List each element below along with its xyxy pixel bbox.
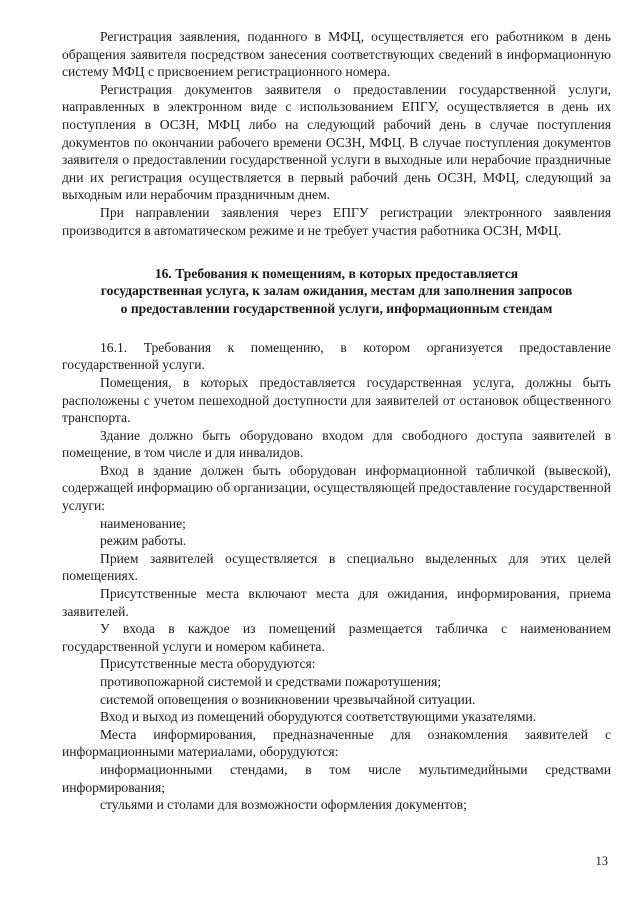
list-item-chairs-tables: стульями и столами для возможности оформления документов;: [100, 797, 467, 813]
section-heading-line-2: государственная услуга, к залам ожидания, местам для заполнения запросов: [100, 283, 573, 299]
paragraph-info-places: Места информирования, предназначенные для ознакомления заявителей с информационными материалами, оборудуются:: [62, 726, 611, 760]
list-item-info-stands: информационными стендами, в том числе мультимедийными средствами информирования;: [62, 761, 611, 795]
section-heading-line-1: 16. Требования к помещениям, в которых предоставляется: [154, 266, 519, 282]
section-heading: [62, 265, 611, 317]
paragraph-public-places: Присутственные места включают места для ожидания, информирования, приема заявителей.: [62, 586, 611, 619]
section-heading-line-3: о предоставлении государственной услуги, информационным стендам: [120, 300, 553, 316]
page-number: 13: [595, 854, 608, 868]
paragraph-epgu-registration: Регистрация документов заявителя о предоставлении государственной услуги, направленных в электронном виде с использованием ЕПГУ, осуществляется в день их поступления в ОСЗН, МФЦ либо на следующий рабочий день в случае поступления документов по окончании рабочего времени ОСЗН, МФЦ. В случае поступления документов заявителя о предоставлении государственной услуги в выходные или нерабочие праздничные дни их регистрация осуществляется в первый рабочий день ОСЗН, МФЦ, следующий за выходным или нерабочим праздничным днем.: [62, 81, 611, 203]
paragraph-16-1: 16.1. Требования к помещению, в котором организуется предоставление государственной услуги.: [62, 339, 611, 373]
list-item-name: наименование;: [100, 515, 186, 531]
list-item-fire-system: противопожарной системой и средствами пожаротушения;: [100, 674, 442, 690]
paragraph-electronic-registration: При направлении заявления через ЕПГУ регистрации электронного заявления производится в автоматическом режиме и не требует участия работника ОСЗН, МФЦ.: [62, 204, 611, 238]
paragraph-equipment-intro: Присутственные места оборудуются:: [100, 656, 316, 672]
paragraph-entry-exit-signs: Вход и выход из помещений оборудуются соответствующими указателями.: [100, 709, 537, 725]
paragraph-room-sign: У входа в каждое из помещений размещается табличка с наименованием государственной услуги и номером кабинета.: [62, 621, 611, 654]
paragraph-reception-premises: Прием заявителей осуществляется в специально выделенных для этих целей помещениях.: [62, 550, 611, 584]
paragraph-signboard: Вход в здание должен быть оборудован информационной табличкой (вывеской), содержащей информацию об организации, осуществляющей предоставление государственной услуги:: [62, 462, 611, 514]
paragraph-premises-location: Помещения, в которых предоставляется государственная услуга, должны быть расположены с учетом пешеходной доступности для заявителей от остановок общественного транспорта.: [62, 374, 611, 426]
list-item-work-schedule: режим работы.: [100, 533, 187, 549]
paragraph-building-entrance: Здание должно быть оборудовано входом для свободного доступа заявителей в помещение, в том числе и для инвалидов.: [62, 427, 611, 461]
paragraph-mfc-registration: Регистрация заявления, поданного в МФЦ, осуществляется его работником в день обращения заявителя посредством занесения соответствующих сведений в информационную систему МФЦ с присвоением регистрационного номера.: [62, 29, 611, 80]
list-item-alert-system: системой оповещения о возникновении чрезвычайной ситуации.: [100, 691, 476, 707]
document-body: [62, 28, 611, 814]
